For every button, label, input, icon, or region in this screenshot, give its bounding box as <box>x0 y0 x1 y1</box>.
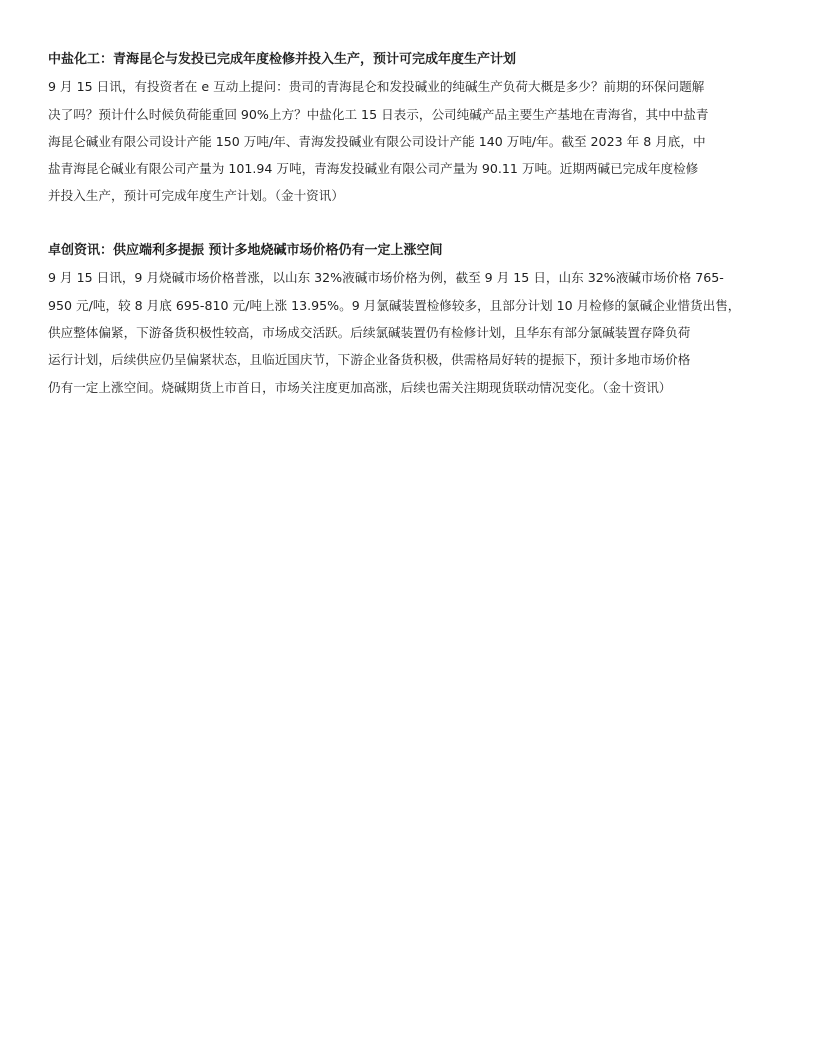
article-body <box>48 264 778 400</box>
document-page <box>48 46 778 428</box>
news-article <box>48 46 778 210</box>
article-body-line: 海昆仑碱业有限公司设计产能 150 万吨/年、青海发投碱业有限公司设计产能 140 万吨/年。截至 2023 年 8 月底，中 <box>48 133 706 149</box>
article-body-line: 运行计划，后续供应仍呈偏紧状态，且临近国庆节，下游企业备货积极，供需格局好转的提振下，预计多地市场价格 <box>48 352 691 368</box>
article-body-line: 9 月 15 日讯，有投资者在 e 互动上提问：贵司的青海昆仑和发投碱业的纯碱生产负荷大概是多少？前期的环保问题解 <box>48 79 705 95</box>
news-article <box>48 237 778 401</box>
article-body-line: 仍有一定上涨空间。烧碱期货上市首日，市场关注度更加高涨，后续也需关注期现货联动情况变化。（金十资讯） <box>48 379 672 395</box>
article-body-line: 决了吗？预计什么时候负荷能重回 90%上方？中盐化工 15 日表示，公司纯碱产品主要生产基地在青海省，其中中盐青 <box>48 106 709 122</box>
article-title: 中盐化工：青海昆仑与发投已完成年度检修并投入生产，预计可完成年度生产计划 <box>48 52 517 67</box>
article-body-line: 950 元/吨，较 8 月底 695-810 元/吨上涨 13.95%。9 月氯碱装置检修较多，且部分计划 10 月检修的氯碱企业惜货出售， <box>48 297 741 313</box>
article-title: 卓创资讯：供应端利多提振 预计多地烧碱市场价格仍有一定上涨空间 <box>48 243 443 259</box>
article-body-line: 供应整体偏紧，下游备货积极性较高，市场成交活跃。后续氯碱装置仍有检修计划，且华东有部分氯碱装置存降负荷 <box>48 324 691 340</box>
article-body-line: 并投入生产，预计可完成年度生产计划。（金十资讯） <box>48 188 344 204</box>
article-body <box>48 73 778 209</box>
article-body-line: 9 月 15 日讯，9 月烧碱市场价格普涨，以山东 32%液碱市场价格为例，截至 9 月 15 日，山东 32%液碱市场价格 765- <box>48 270 724 286</box>
article-body-line: 盐青海昆仑碱业有限公司产量为 101.94 万吨，青海发投碱业有限公司产量为 90.11 万吨。近期两碱已完成年度检修 <box>48 161 699 177</box>
